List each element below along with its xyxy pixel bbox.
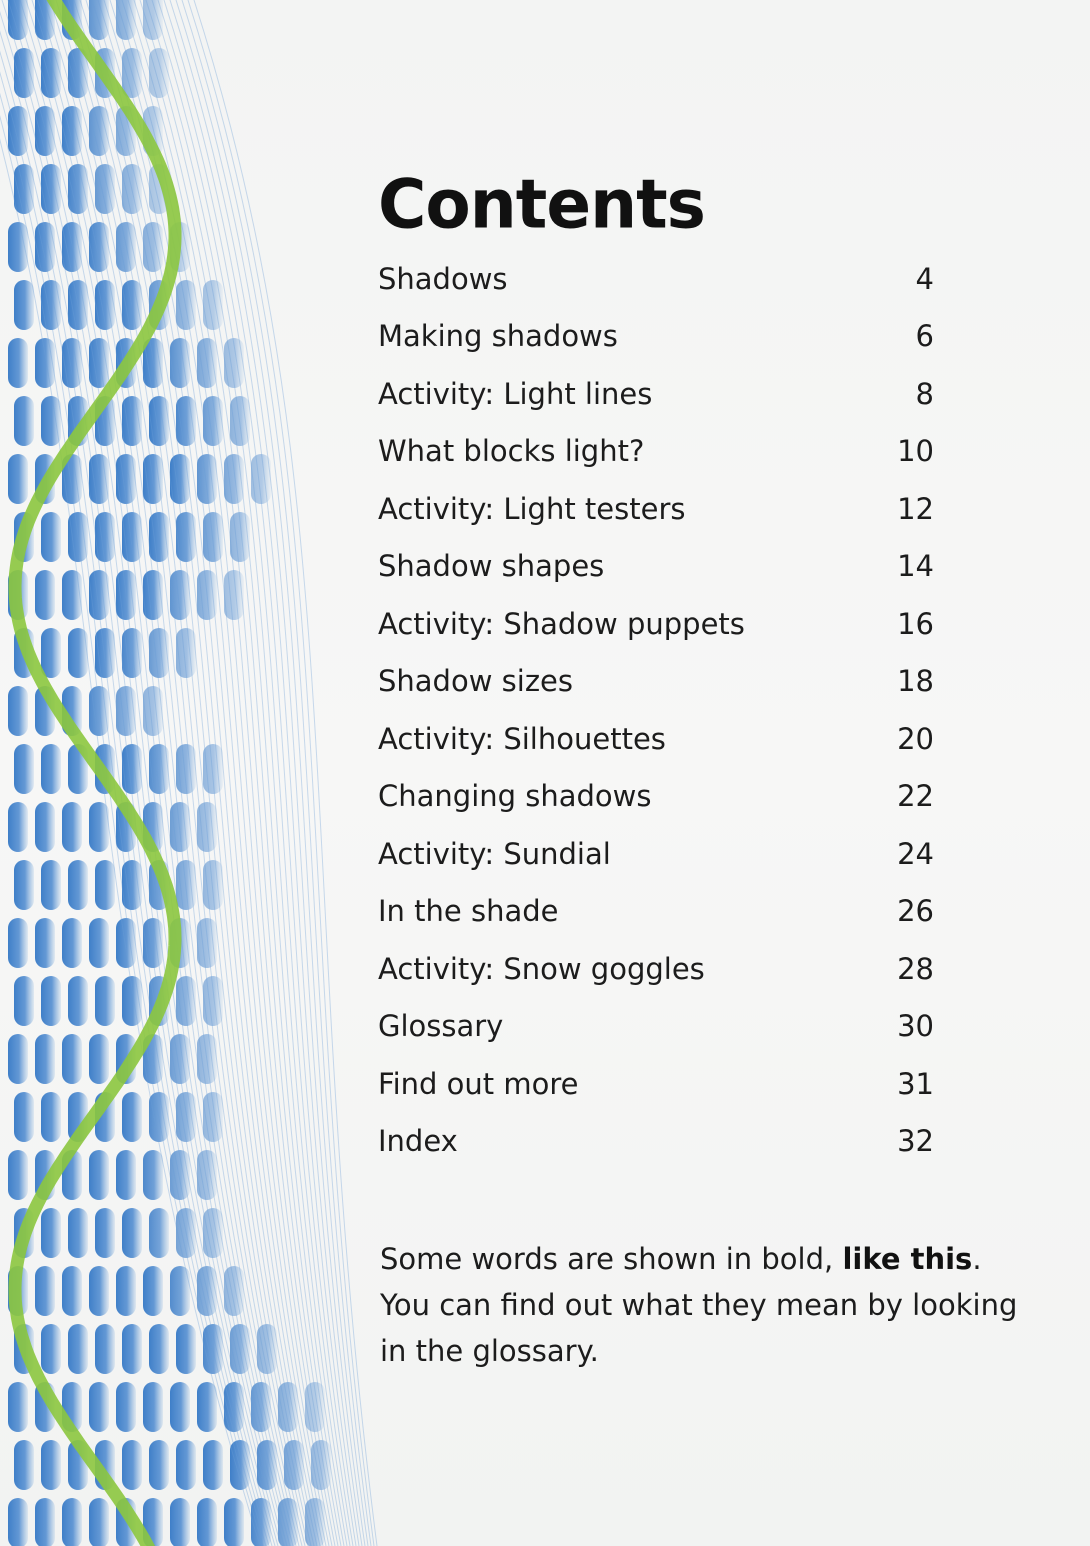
blue-pill — [89, 1266, 109, 1316]
toc-entry-title: Activity: Sundial — [378, 836, 611, 871]
blue-pill — [170, 1498, 190, 1546]
blue-pill — [41, 1092, 61, 1142]
blue-pill — [89, 1034, 109, 1084]
blue-pill — [95, 860, 115, 910]
blue-pill — [122, 1324, 142, 1374]
blue-pill — [41, 976, 61, 1026]
blue-pill — [14, 976, 34, 1026]
blue-pill — [14, 280, 34, 330]
toc-entry-page-number: 26 — [897, 894, 934, 929]
toc-entry — [378, 308, 938, 366]
toc-entry — [378, 595, 938, 653]
toc-entry-title: Activity: Silhouettes — [378, 721, 666, 756]
toc-entry-title: Index — [378, 1124, 458, 1159]
blue-pill — [35, 1034, 55, 1084]
blue-pill — [8, 1034, 28, 1084]
blue-pill — [95, 1324, 115, 1374]
blue-pill — [8, 338, 28, 388]
blue-pill — [230, 1440, 250, 1490]
toc-entry — [378, 998, 938, 1056]
toc-entry — [378, 825, 938, 883]
bold-words-note — [380, 1236, 1020, 1374]
blue-pill — [41, 860, 61, 910]
blue-pill — [41, 744, 61, 794]
blue-pill — [203, 744, 223, 794]
toc-entry-page-number: 8 — [915, 376, 934, 411]
blue-pill — [149, 1324, 169, 1374]
blue-pill — [89, 918, 109, 968]
blue-pill — [8, 1382, 28, 1432]
toc-entry — [378, 940, 938, 998]
blue-pill — [35, 802, 55, 852]
blue-pill — [176, 1324, 196, 1374]
blue-pill — [224, 1498, 244, 1546]
blue-pill — [122, 1208, 142, 1258]
blue-pill — [35, 1266, 55, 1316]
blue-pill — [170, 1382, 190, 1432]
blue-pill — [122, 744, 142, 794]
table-of-contents — [378, 250, 938, 1170]
blue-pill — [116, 1382, 136, 1432]
blue-pill — [8, 802, 28, 852]
toc-entry — [378, 653, 938, 711]
toc-entry-page-number: 32 — [897, 1124, 934, 1159]
toc-entry-page-number: 16 — [897, 606, 934, 641]
toc-entry — [378, 768, 938, 826]
blue-pill — [35, 570, 55, 620]
toc-entry-title: Glossary — [378, 1009, 504, 1044]
toc-entry-page-number: 4 — [915, 261, 934, 296]
blue-pill — [197, 1498, 217, 1546]
blue-pill — [14, 396, 34, 446]
toc-entry-title: Changing shadows — [378, 779, 652, 814]
blue-pill — [143, 1150, 163, 1200]
toc-entry — [378, 480, 938, 538]
blue-pill — [8, 918, 28, 968]
blue-pill — [68, 860, 88, 910]
blue-pill — [122, 1440, 142, 1490]
blue-pill — [35, 918, 55, 968]
decorative-pattern — [0, 0, 400, 1546]
blue-pill — [149, 1440, 169, 1490]
blue-pill — [41, 628, 61, 678]
blue-pill — [8, 1150, 28, 1200]
page-title: Contents — [378, 165, 705, 244]
toc-entry-page-number: 31 — [897, 1066, 934, 1101]
blue-pill — [95, 976, 115, 1026]
blue-pill — [68, 976, 88, 1026]
toc-entry-title: Shadow sizes — [378, 664, 573, 699]
blue-pill — [143, 1382, 163, 1432]
blue-pill — [41, 512, 61, 562]
blue-pill — [8, 454, 28, 504]
blue-pill — [41, 1324, 61, 1374]
blue-pill — [203, 1440, 223, 1490]
toc-entry — [378, 538, 938, 596]
blue-pill — [176, 1440, 196, 1490]
blue-pill — [62, 570, 82, 620]
blue-pill — [197, 1382, 217, 1432]
toc-entry-title: In the shade — [378, 894, 559, 929]
toc-entry-title: Activity: Light lines — [378, 376, 653, 411]
toc-entry-page-number: 18 — [897, 664, 934, 699]
toc-entry-page-number: 24 — [897, 836, 934, 871]
blue-pill — [41, 48, 61, 98]
toc-entry-title: Shadow shapes — [378, 549, 605, 584]
blue-pill — [197, 918, 217, 968]
blue-pill — [89, 802, 109, 852]
toc-entry-page-number: 22 — [897, 779, 934, 814]
toc-entry-page-number: 28 — [897, 951, 934, 986]
blue-pill — [41, 1440, 61, 1490]
toc-entry — [378, 250, 938, 308]
blue-pill — [8, 1498, 28, 1546]
toc-entry-title: Activity: Light testers — [378, 491, 686, 526]
note-bold-example: like this — [842, 1242, 973, 1276]
blue-pill — [149, 1208, 169, 1258]
blue-pill — [14, 744, 34, 794]
toc-entry-page-number: 20 — [897, 721, 934, 756]
toc-entry — [378, 1113, 938, 1171]
toc-entry-title: Find out more — [378, 1066, 579, 1101]
blue-pill — [89, 1498, 109, 1546]
toc-entry — [378, 1055, 938, 1113]
blue-pill — [41, 1208, 61, 1258]
blue-pill — [251, 1382, 271, 1432]
blue-pill — [14, 860, 34, 910]
toc-entry-page-number: 12 — [897, 491, 934, 526]
blue-pill — [62, 802, 82, 852]
toc-entry-title: Activity: Snow goggles — [378, 951, 705, 986]
toc-entry-page-number: 6 — [915, 319, 934, 354]
blue-pill — [149, 48, 169, 98]
blue-pill — [35, 1498, 55, 1546]
blue-pill — [203, 860, 223, 910]
toc-entry — [378, 365, 938, 423]
toc-entry — [378, 423, 938, 481]
blue-pill — [143, 1266, 163, 1316]
toc-entry-title: Activity: Shadow puppets — [378, 606, 745, 641]
blue-pill — [14, 1440, 34, 1490]
blue-pill — [62, 1034, 82, 1084]
toc-entry — [378, 710, 938, 768]
toc-entry-title: What blocks light? — [378, 434, 645, 469]
blue-pill — [68, 1324, 88, 1374]
blue-pill — [122, 1092, 142, 1142]
blue-pill — [116, 1266, 136, 1316]
blue-pill — [62, 918, 82, 968]
toc-entry-title: Making shadows — [378, 319, 618, 354]
toc-entry-page-number: 14 — [897, 549, 934, 584]
blue-pill — [62, 1498, 82, 1546]
blue-pill — [68, 1208, 88, 1258]
blue-pill — [89, 1150, 109, 1200]
toc-entry-page-number: 30 — [897, 1009, 934, 1044]
toc-entry-title: Shadows — [378, 261, 508, 296]
blue-pill — [89, 1382, 109, 1432]
blue-pill — [8, 686, 28, 736]
toc-entry-page-number: 10 — [897, 434, 934, 469]
note-text-start: Some words are shown in bold, — [380, 1242, 843, 1276]
blue-pill — [62, 1266, 82, 1316]
blue-pill — [14, 1092, 34, 1142]
blue-pill — [95, 1208, 115, 1258]
note-text-end: . You can find out what they mean by looking in the glossary. — [380, 1242, 1018, 1368]
blue-pill — [116, 1150, 136, 1200]
toc-entry — [378, 883, 938, 941]
